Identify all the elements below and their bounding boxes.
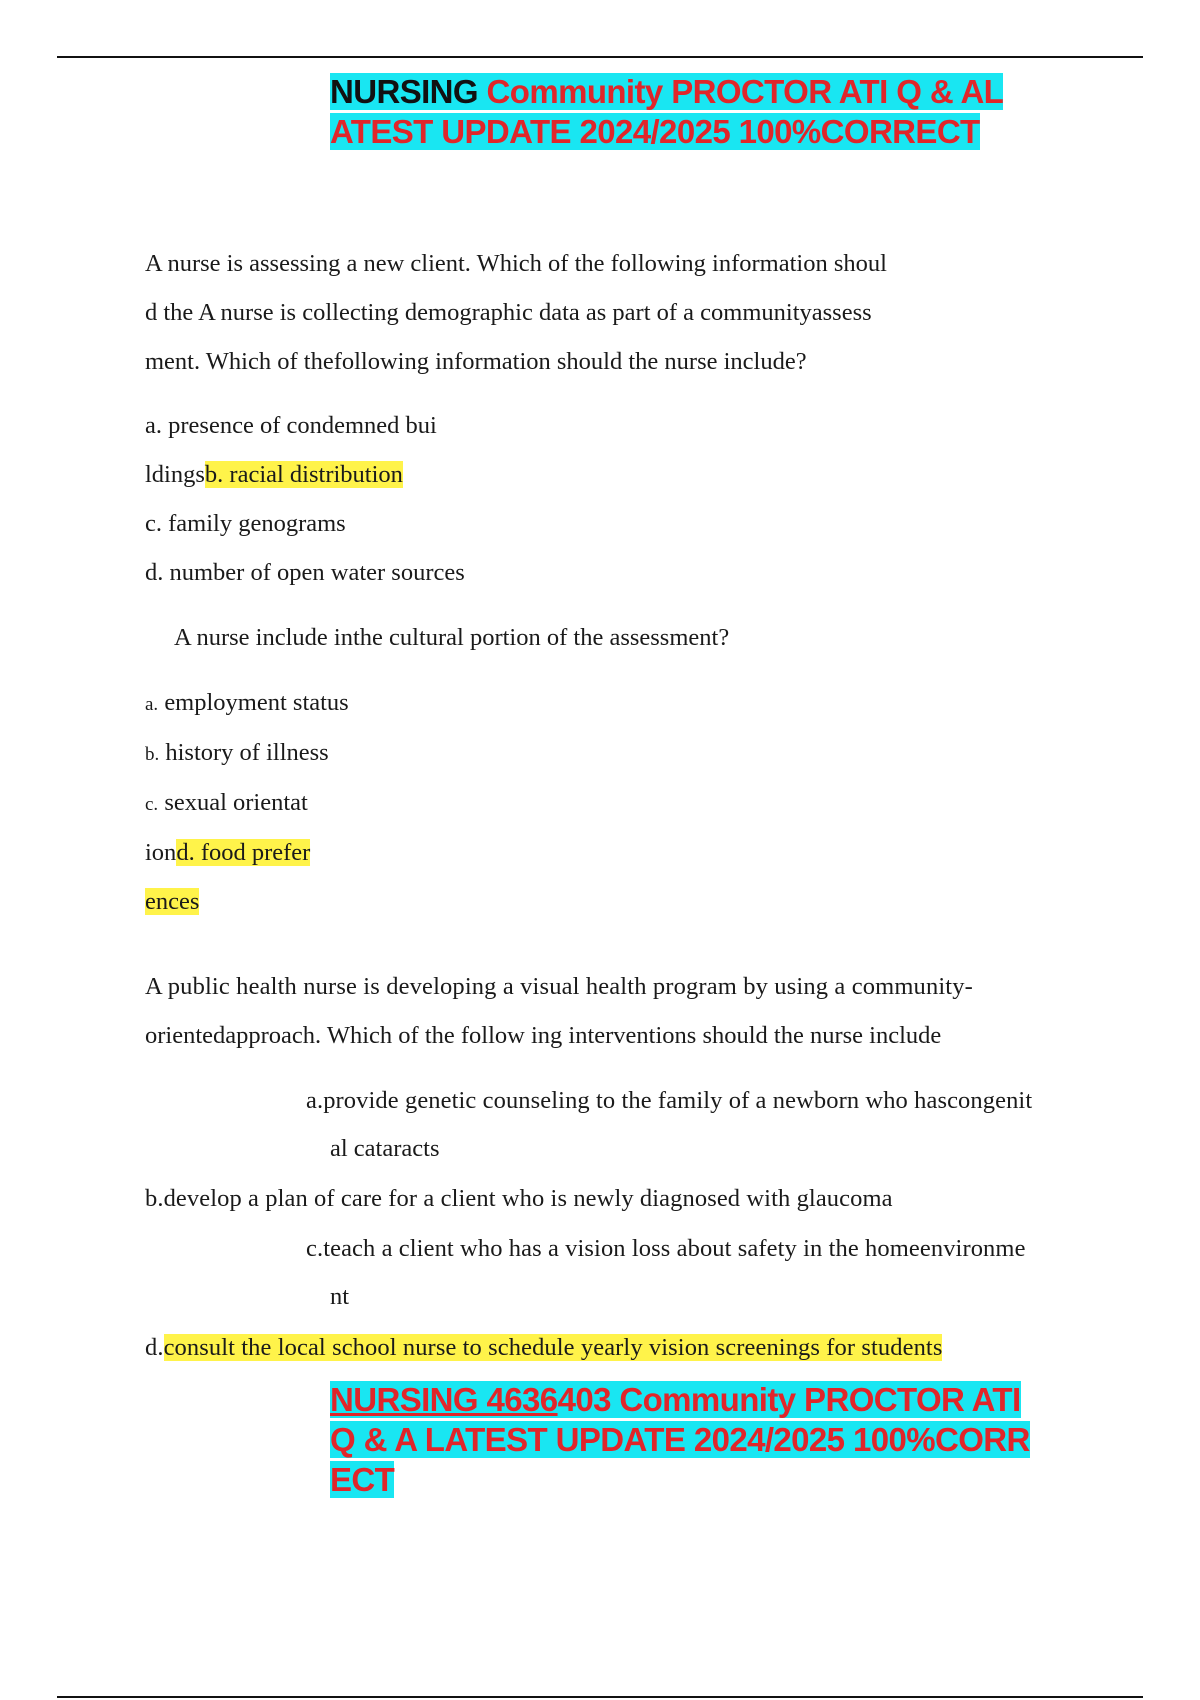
- footer-banner-line2-a: Q & A LATEST UPDATE 2024/2025: [330, 1421, 845, 1458]
- q1-stem-line2: d the A nurse is collecting demographic data as part of a communityassess: [145, 299, 872, 326]
- q1-option-d: d. number of open water sources: [145, 559, 465, 586]
- q2-option-c-d-line: [145, 837, 310, 869]
- q2-option-b: [145, 737, 329, 771]
- q2-option-d-line2: [145, 886, 199, 918]
- q1-option-a: a. presence of condemned bui: [145, 412, 437, 439]
- q1-option-c: c. family genograms: [145, 510, 346, 537]
- q2-option-c: [145, 787, 308, 821]
- q3-option-c-line2: nt: [330, 1283, 350, 1310]
- q1-option-a-b-line: [145, 459, 403, 491]
- footer-banner-line2-b: 100%CORR: [844, 1421, 1030, 1458]
- q2-option-a-text: employment status: [158, 689, 349, 716]
- top-rule: [57, 56, 1143, 58]
- q3-option-a-line2: al cataracts: [330, 1135, 440, 1162]
- q2-option-c-text: sexual orientat: [158, 789, 308, 816]
- q3-stem-line2: orientedapproach. Which of the follow ing interventions should the nurse include: [145, 1022, 942, 1049]
- footer-banner-line3: ECT: [330, 1461, 395, 1498]
- q2-option-d-answer-continued: ences: [145, 888, 200, 915]
- q2-option-d-answer: d. food prefer: [176, 839, 311, 866]
- q2-option-b-text: history of illness: [159, 739, 329, 766]
- q3-option-b: b.develop a plan of care for a client who is newly diagnosed with glaucoma: [145, 1185, 893, 1212]
- banner-line1-prefix: NURSING: [330, 73, 487, 110]
- footer-banner-line1-underlined: NURSING 4636: [330, 1381, 558, 1418]
- q2-option-a-letter: a.: [145, 694, 159, 715]
- q1-stem-line1: A nurse is assessing a new client. Which of the following information shoul: [145, 250, 887, 277]
- q1-option-a-continued: ldings: [145, 461, 205, 488]
- q2-option-a: [145, 687, 349, 721]
- q2-stem: A nurse include inthe cultural portion of the assessment?: [174, 624, 730, 651]
- banner-line2: ATEST UPDATE 2024/2025 100%CORRECT: [330, 113, 980, 150]
- q3-option-a-line1: a.provide genetic counseling to the family of a newborn who hascongenit: [306, 1087, 1033, 1114]
- q3-option-d: [145, 1332, 942, 1364]
- footer-banner: [330, 1380, 1030, 1500]
- bottom-rule: [57, 1696, 1143, 1698]
- header-banner: [330, 72, 1003, 152]
- banner-line1-title: Community PROCTOR ATI Q & AL: [486, 73, 1004, 110]
- q3-option-c-line1: c.teach a client who has a vision loss about safety in the homeenvironme: [306, 1235, 1026, 1262]
- q1-stem-line3: ment. Which of thefollowing information should the nurse include?: [145, 348, 807, 375]
- q1-option-b-answer: b. racial distribution: [204, 461, 403, 488]
- q2-option-c-continued: ion: [145, 839, 177, 866]
- q3-stem-line1: A public health nurse is developing a visual health program by using a community-: [145, 973, 973, 1000]
- q2-option-b-letter: b.: [145, 744, 160, 765]
- q2-option-c-letter: c.: [145, 794, 159, 815]
- footer-banner-line1-rest: 403 Community PROCTOR ATI: [557, 1381, 1021, 1418]
- q3-option-d-letter: d.: [145, 1334, 164, 1361]
- q3-option-d-answer: consult the local school nurse to schedule yearly vision screenings for students: [163, 1334, 943, 1361]
